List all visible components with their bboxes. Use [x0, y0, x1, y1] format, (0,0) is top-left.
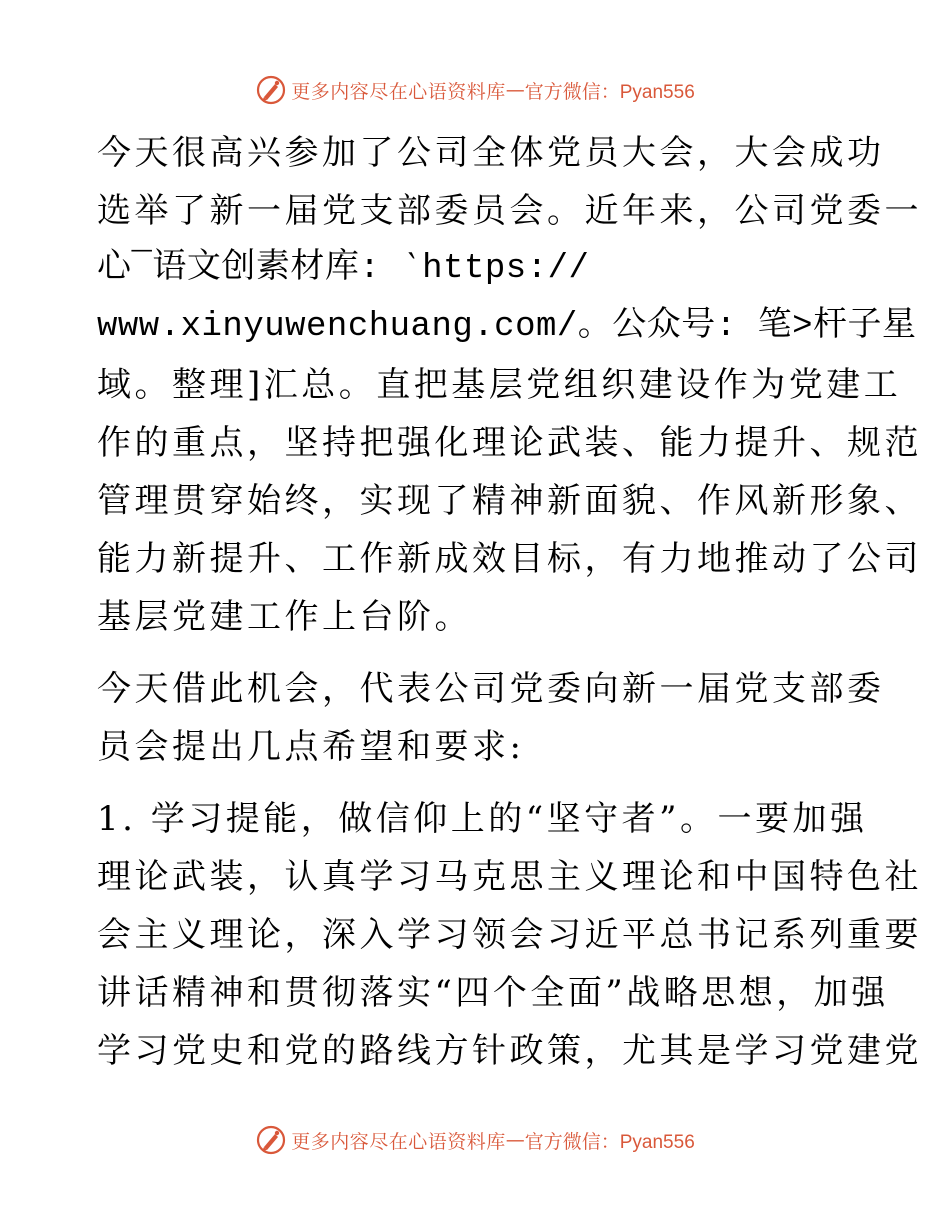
text-line: 讲话精神和贯彻落实“四个全面”战略思想，加强: [97, 973, 889, 1013]
text-line: 1. 学习提能，做信仰上的“坚守者”。一要加强: [97, 799, 868, 839]
text-line: 今天很高兴参加了公司全体党员大会，大会成功: [97, 133, 885, 173]
text-line: 心¯语文创素材库: ‵https://: [97, 250, 590, 288]
text-line: 管理贯穿始终，实现了精神新面貌、作风新形象、: [97, 481, 922, 521]
paragraph-gap: [97, 646, 867, 660]
text-line: 能力新提升、工作新成效目标，有力地推动了公司: [97, 539, 922, 579]
text-line: 学习党史和党的路线方针政策，尤其是学习党建党: [97, 1031, 922, 1071]
text-line: www.xinyuwenchuang.com/。公众号: 笔>杆子星: [97, 308, 917, 346]
pen-logo-icon: [255, 74, 287, 106]
watermark-contact: 官方微信：Pyan556: [524, 81, 695, 103]
watermark-text: 更多内容尽在心语资料库: [291, 80, 506, 103]
watermark-header: [0, 70, 950, 110]
text-line: 选举了新一届党支部委员会。近年来，公司党委一: [97, 191, 922, 231]
text-line: 员会提出几点希望和要求:: [97, 727, 525, 767]
watermark-separator: —: [505, 79, 525, 101]
paragraph-gap: [97, 776, 867, 790]
text-line: 域。整理]汇总。直把基层党组织建设作为党建工: [97, 365, 902, 405]
pen-logo-icon: [255, 1124, 287, 1156]
article-body: [97, 124, 922, 1080]
watermark-separator: —: [505, 1129, 525, 1151]
text-line: 今天借此机会，代表公司党委向新一届党支部委: [97, 669, 885, 709]
watermark-footer: [0, 1120, 950, 1160]
text-line: 作的重点，坚持把强化理论武装、能力提升、规范: [97, 423, 922, 463]
text-line: 会主义理论，深入学习领会习近平总书记系列重要: [97, 915, 922, 955]
watermark-contact: 官方微信：Pyan556: [524, 1131, 695, 1153]
text-line: 理论武装，认真学习马克思主义理论和中国特色社: [97, 857, 922, 897]
text-line: 基层党建工作上台阶。: [97, 597, 472, 637]
watermark-text: 更多内容尽在心语资料库: [291, 1130, 506, 1153]
